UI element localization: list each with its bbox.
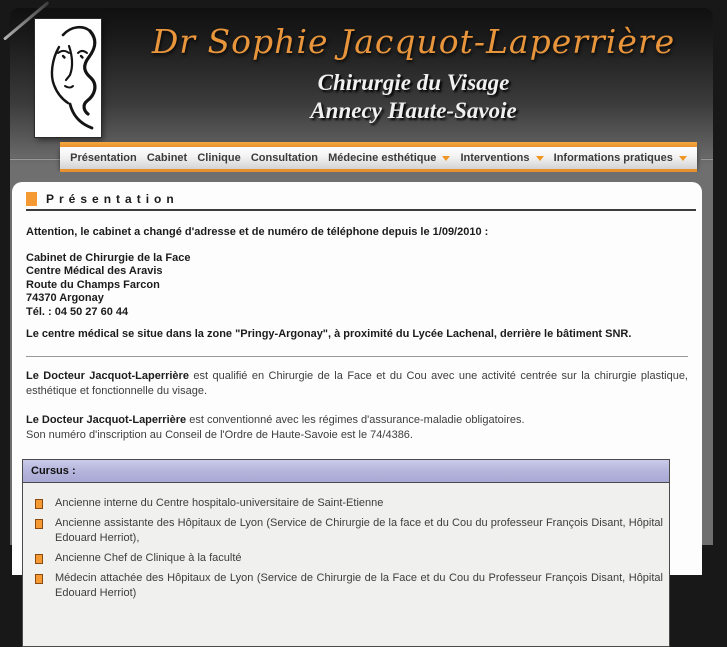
bullet-square-icon (35, 574, 43, 584)
cursus-box (22, 459, 670, 647)
cursus-list (23, 483, 669, 646)
page-title: Présentation (46, 192, 179, 206)
list-item (31, 551, 663, 566)
paragraph-text: est qualifié en Chirurgie de la Face et du Cou avec une activité centrée sur la chirurgie plastique, esthétique et fonctionnelle du visage. (26, 369, 688, 397)
chevron-down-icon (442, 156, 450, 161)
nav-item-label: Interventions (460, 152, 530, 164)
nav-seam-right (701, 158, 713, 160)
chevron-down-icon (679, 156, 687, 161)
list-item-text: Ancienne Chef de Clinique à la faculté (55, 551, 242, 564)
nav-item-label: Présentation (70, 152, 137, 164)
nav-item-clinique[interactable] (197, 152, 240, 164)
address-line: 74370 Argonay (26, 292, 104, 304)
page-surface (10, 8, 713, 599)
nav-item-presentation[interactable] (70, 152, 137, 164)
list-item (31, 516, 663, 546)
face-sketch-icon (35, 19, 101, 137)
site-title: Dr Sophie Jacquot-Laperrière (151, 22, 676, 61)
address-line: Route du Champs Farcon (26, 278, 160, 291)
section-heading (26, 192, 688, 206)
doctor-name-bold: Le Docteur Jacquot-Laperrière (26, 413, 187, 426)
content-panel (12, 182, 702, 599)
chevron-down-icon (536, 156, 544, 161)
paragraph-qualification (26, 369, 688, 399)
bullet-square-icon (35, 554, 43, 564)
section-divider (26, 356, 688, 357)
list-item-text: Médecin attachée des Hôpitaux de Lyon (Service de Chirurgie de la Face et du Cou du Professeur François Disant, Hôpital Edouard Herriot) (55, 571, 663, 599)
heading-rule (26, 209, 696, 211)
nav-item-cabinet[interactable] (147, 152, 187, 164)
paragraph-text: est conventionné avec les régimes d'assurance-maladie obligatoires. (186, 413, 525, 426)
list-item (31, 496, 663, 511)
bullet-square-icon (35, 499, 43, 509)
list-item-text: Ancienne interne du Centre hospitalo-universitaire de Saint-Etienne (55, 496, 384, 509)
address-block (26, 252, 688, 320)
notice-text: Attention, le cabinet a changé d'adresse et de numéro de téléphone depuis le 1/09/2010 : (26, 226, 489, 238)
address-line-phone: Tél. : 04 50 27 60 44 (26, 305, 129, 318)
site-subtitle-2: Annecy Haute-Savoie (310, 98, 517, 123)
address-line: Cabinet de Chirurgie de la Face (26, 251, 191, 264)
site-subtitle-1: Chirurgie du Visage (317, 70, 510, 95)
main-navigation (60, 142, 697, 172)
nav-item-label: Médecine esthétique (328, 152, 437, 164)
registration-number-text: Son numéro d'inscription au Conseil de l'Ordre de Haute-Savoie est le 74/4386. (26, 428, 413, 441)
nav-item-label: Informations pratiques (553, 152, 673, 164)
list-item (31, 571, 663, 601)
doctor-name-bold: Le Docteur Jacquot-Laperrière (26, 369, 189, 382)
cursus-box-title: Cursus : (23, 460, 669, 483)
paragraph-convention (26, 413, 688, 443)
address-line: Centre Médical des Aravis (26, 265, 163, 277)
nav-seam-left (10, 158, 62, 160)
header-titles (122, 22, 705, 125)
nav-item-label: Consultation (250, 152, 319, 164)
nav-item-consultation[interactable] (251, 152, 318, 164)
section-marker-icon (26, 192, 37, 206)
nav-item-medecine-esthetique[interactable] (328, 152, 450, 164)
location-note: Le centre médical se situe dans la zone "Pringy-Argonay", à proximité du Lycée Lachenal, derrière le bâtiment SNR. (26, 328, 632, 340)
nav-item-interventions[interactable] (460, 152, 543, 164)
list-item-text: Ancienne assistante des Hôpitaux de Lyon (Service de Chirurgie de la face et du Cou du professeur François Disant, Hôpital Edouard Herriot), (55, 516, 663, 544)
nav-item-informations-pratiques[interactable] (554, 152, 687, 164)
nav-item-label: Cabinet (146, 152, 188, 164)
bullet-square-icon (35, 519, 43, 529)
nav-items-row (60, 147, 697, 169)
logo (35, 19, 101, 137)
content-backdrop (10, 172, 713, 599)
nav-item-label: Clinique (197, 152, 241, 164)
